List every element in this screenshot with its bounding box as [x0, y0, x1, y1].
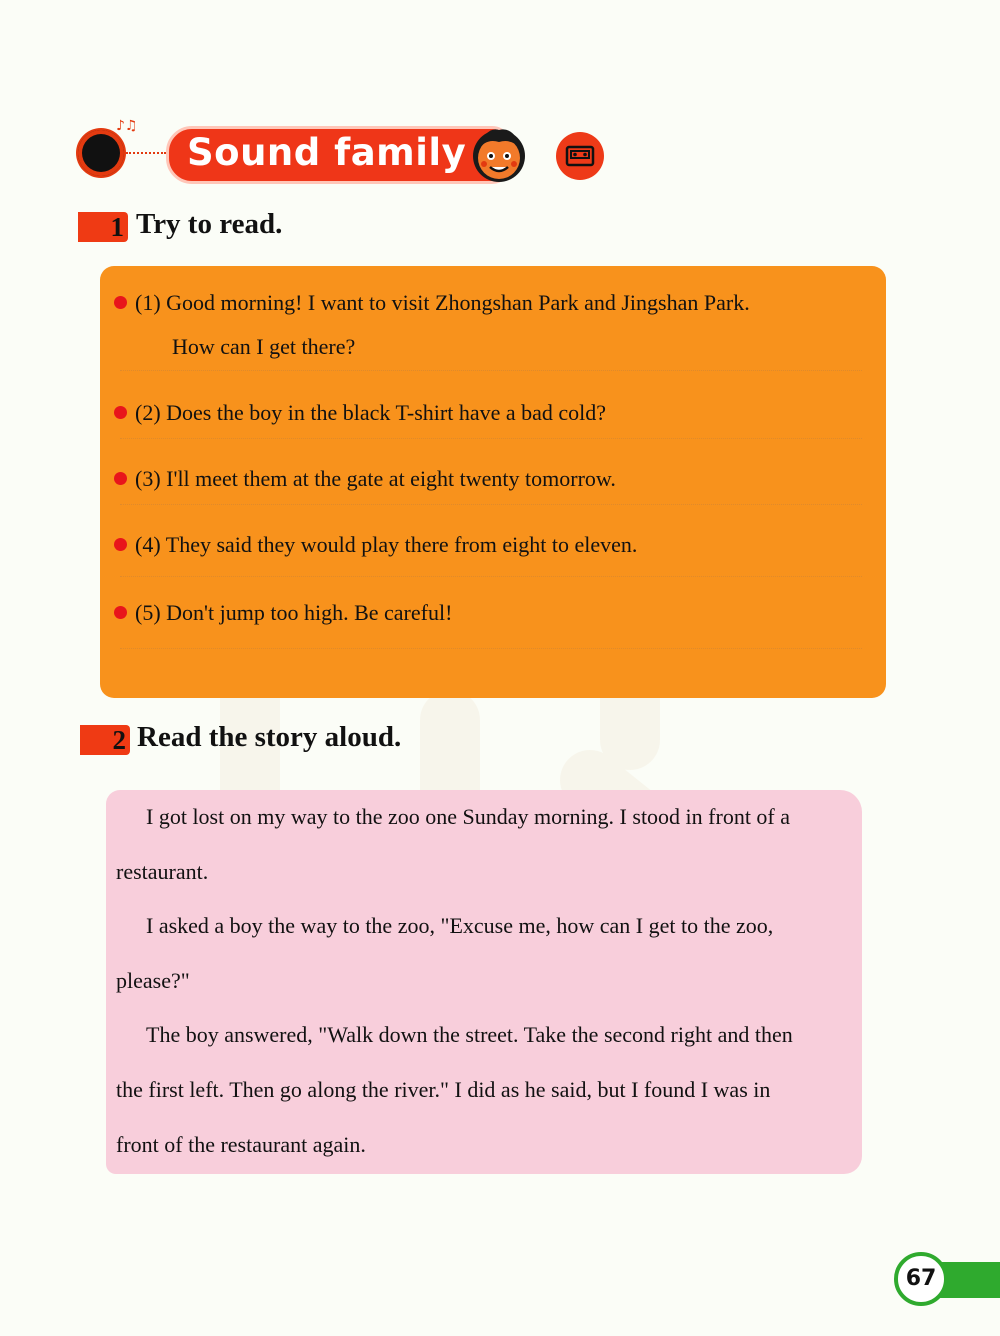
- story-line-5: The boy answered, "Walk down the street. Take the second right and then: [146, 1022, 793, 1047]
- story-box: [106, 790, 862, 1174]
- sentences-box: [100, 266, 886, 698]
- sentence-4: (4) They said they would play there from eight to eleven.: [114, 532, 637, 558]
- story-line-7: front of the restaurant again.: [116, 1132, 366, 1157]
- page-number: 67: [894, 1252, 948, 1306]
- sentence-2: (2) Does the boy in the black T-shirt have a bad cold?: [114, 400, 606, 426]
- sentence-5: (5) Don't jump too high. Be careful!: [114, 600, 452, 626]
- story-line-2: restaurant.: [116, 859, 209, 884]
- section-number-1: 1: [78, 212, 128, 242]
- section-header: [78, 118, 638, 182]
- dotted-rule: [120, 576, 862, 577]
- dotted-rule: [120, 438, 862, 439]
- bullet-icon: [114, 606, 127, 619]
- story-line-1: I got lost on my way to the zoo one Sunday morning. I stood in front of a: [146, 804, 791, 829]
- sentence-1: (1) Good morning! I want to visit Zhongshan Park and Jingshan Park.: [114, 290, 750, 316]
- dotted-rule: [120, 370, 862, 371]
- audio-dot-icon[interactable]: [78, 130, 124, 176]
- cartoon-face-icon: [466, 120, 532, 186]
- bullet-icon: [114, 472, 127, 485]
- bullet-icon: [114, 296, 127, 309]
- music-note-icon: ♪♫: [116, 118, 138, 134]
- bullet-icon: [114, 538, 127, 551]
- sentence-1-continued: How can I get there?: [172, 334, 356, 359]
- section-title-1: Try to read.: [136, 208, 283, 240]
- bullet-icon: [114, 406, 127, 419]
- story-line-3: I asked a boy the way to the zoo, "Excuse me, how can I get to the zoo,: [146, 913, 774, 938]
- cassette-icon[interactable]: [556, 132, 604, 180]
- story-line-6: the first left. Then go along the river." I did as he said, but I found I was in: [116, 1077, 771, 1102]
- sentence-3: (3) I'll meet them at the gate at eight twenty tomorrow.: [114, 466, 616, 492]
- dotted-rule: [120, 648, 862, 649]
- page-title: Sound family: [187, 131, 467, 174]
- dotted-rule: [120, 504, 862, 505]
- section-title-2: Read the story aloud.: [137, 721, 402, 753]
- dotted-connector: [126, 152, 166, 154]
- section-number-2: 2: [80, 725, 130, 755]
- story-line-4: please?": [116, 968, 190, 993]
- title-banner: [166, 126, 512, 184]
